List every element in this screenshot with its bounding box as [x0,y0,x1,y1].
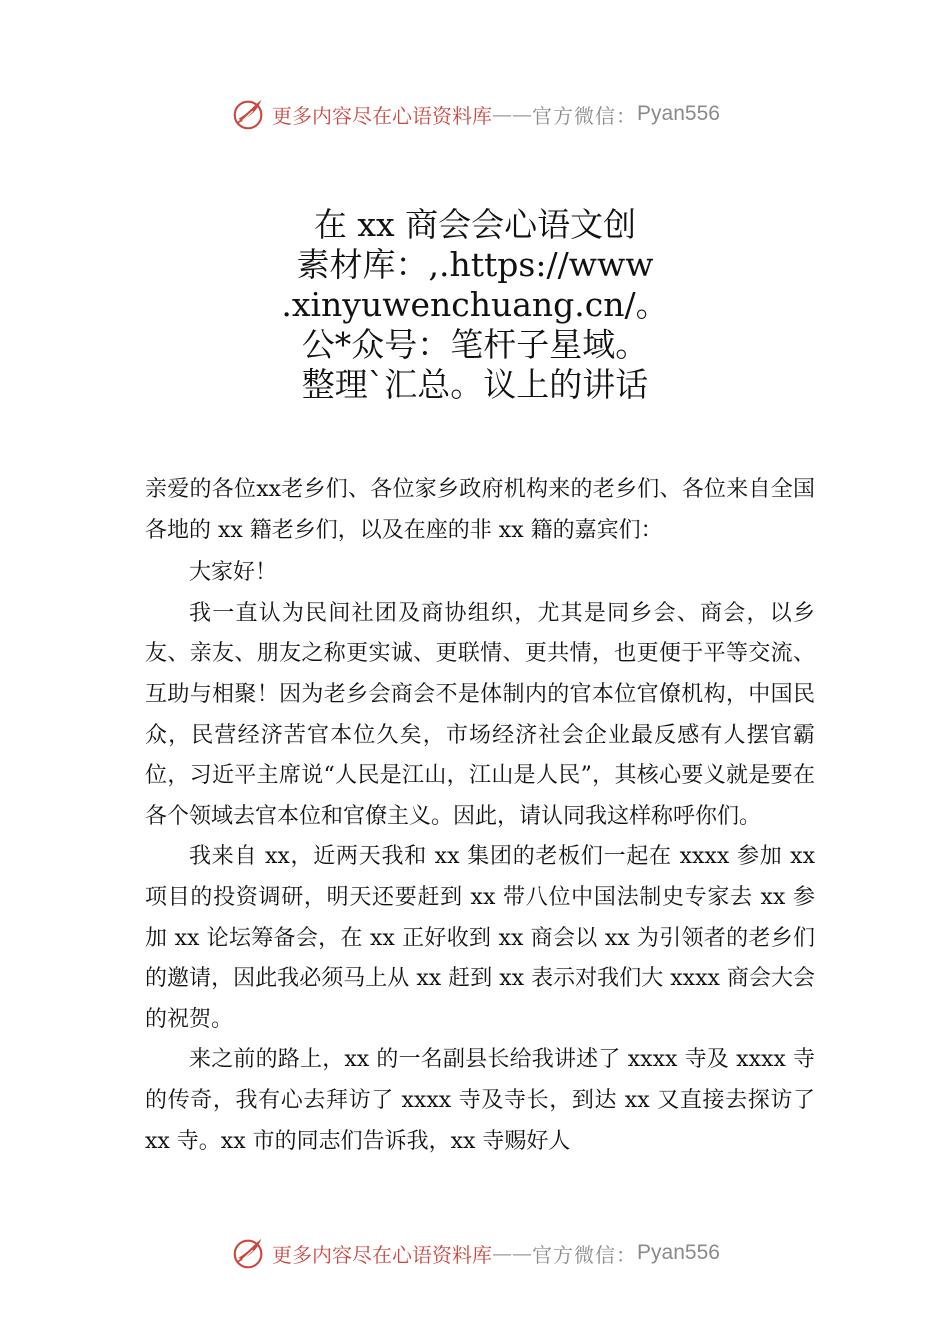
quill-logo-icon [230,1234,268,1272]
wechat-label: 官方微信： [532,1242,638,1267]
title-line: 素材库：,.https://www [296,245,654,284]
document-body [145,470,815,1162]
banner-dash: —— [492,1241,533,1265]
wechat-id: Pyan556 [637,102,720,125]
document-title [150,205,800,405]
title-line: 公*众号：笔杆子星域。 [301,325,649,364]
wechat-id: Pyan556 [637,1241,720,1264]
body-paragraph: 来之前的路上，xx 的一名副县长给我讲述了 xxxx 寺及 xxxx 寺的传奇，我有心去拜访了 xxxx 寺及寺长，到达 xx 又直接去探访了 xx 寺。xx 市的同志们告诉我，xx 寺赐好人 [145,1047,815,1154]
quill-logo-icon [230,95,268,133]
wechat-label: 官方微信： [532,103,638,128]
body-paragraph: 我来自 xx，近两天我和 xx 集团的老板们一起在 xxxx 参加 xx 项目的投资调研，明天还要赶到 xx 带八位中国法制史专家去 xx 参加 xx 论坛筹备会，在 xx 正好收到 xx 商会以 xx 为引领者的老乡们的邀请，因此我必须马上从 xx 赶到 xx 表示对我们大 xxxx 商会大会的祝贺。 [145,844,815,1032]
title-line: .xinyuwenchuang.cn/。 [281,285,669,324]
title-line: 整理`汇总。议上的讲话 [301,365,649,404]
site-name: 更多内容尽在心语资料库 [272,1242,493,1267]
greeting: 大家好！ [189,560,278,586]
footer-banner [0,1231,950,1275]
salutation: 亲爱的各位xx老乡们、各位家乡政府机构来的老乡们、各位来自全国各地的 xx 籍老乡们，以及在座的非 xx 籍的嘉宾们： [145,477,815,543]
header-banner [0,92,950,136]
banner-dash: —— [492,102,533,126]
title-line: 在 xx 商会会心语文创 [313,205,637,244]
site-name: 更多内容尽在心语资料库 [272,103,493,128]
body-paragraph: 我一直认为民间社团及商协组织，尤其是同乡会、商会，以乡友、亲友、朋友之称更实诚、更联情、更共情，也更便于平等交流、互助与相聚！因为老乡会商会不是体制内的官本位官僚机构，中国民众，民营经济苦官本位久矣，市场经济社会企业最反感有人摆官霸位，习近平主席说“人民是江山，江山是人民”，其核心要义就是要在各个领域去官本位和官僚主义。因此，请认同我这样称呼你们。 [145,600,815,829]
